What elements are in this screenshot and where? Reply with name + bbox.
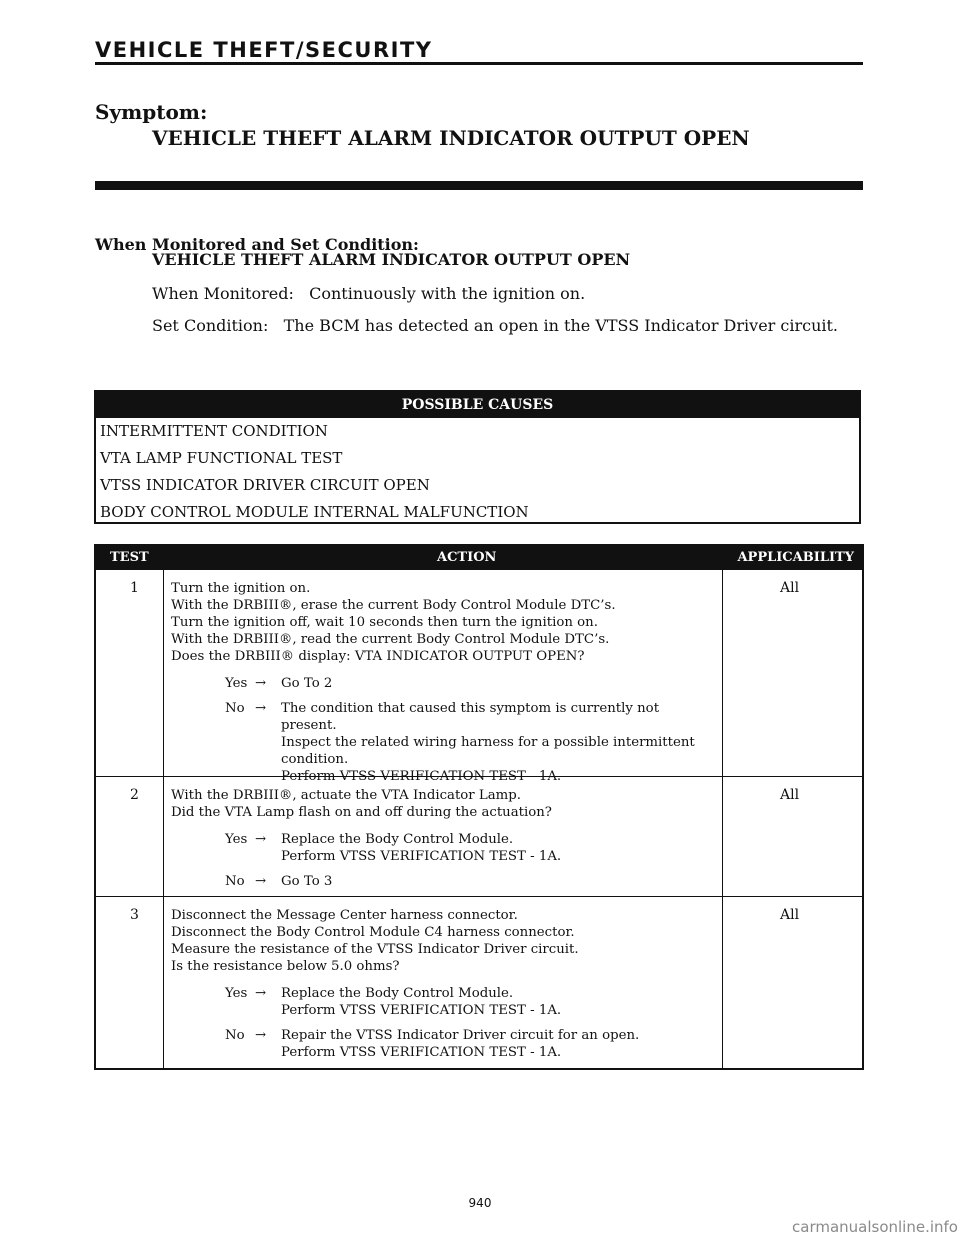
answer-line: Repair the VTSS Indicator Driver circuit for an open. xyxy=(281,1028,640,1043)
cause-item: VTA LAMP FUNCTIONAL TEST xyxy=(100,449,343,467)
set-condition-label: Set Condition: xyxy=(152,316,269,335)
test-action xyxy=(171,580,716,785)
set-condition-value: The BCM has detected an open in the VTSS Indicator Driver circuit. xyxy=(283,316,839,335)
yes-answer xyxy=(225,831,716,865)
answer-text xyxy=(281,675,716,692)
test-number: 1 xyxy=(130,580,139,596)
action-step: Disconnect the Message Center harness connector. xyxy=(171,908,518,923)
header-test: TEST xyxy=(110,550,149,565)
test-row xyxy=(96,570,862,784)
test-applicability: All xyxy=(780,907,800,923)
arrow-icon: → xyxy=(255,832,267,847)
action-step: With the DRBIII®, read the current Body Control Module DTC’s. xyxy=(171,632,610,647)
action-step: Is the resistance below 5.0 ohms? xyxy=(171,959,400,974)
yes-answer xyxy=(225,985,716,1019)
test-row xyxy=(96,897,862,1068)
action-step: With the DRBIII®, erase the current Body Control Module DTC’s. xyxy=(171,598,616,613)
answer-text xyxy=(281,700,716,785)
test-action xyxy=(171,907,716,1061)
answer-line: Go To 3 xyxy=(281,874,333,889)
action-step: Does the DRBIII® display: VTA INDICATOR OUTPUT OPEN? xyxy=(171,649,585,664)
test-table-header xyxy=(96,546,862,570)
test-applicability: All xyxy=(780,580,800,596)
test-row xyxy=(96,777,862,897)
action-step: With the DRBIII®, actuate the VTA Indicator Lamp. xyxy=(171,788,521,803)
answer-line: Perform VTSS VERIFICATION TEST - 1A. xyxy=(281,1045,562,1060)
answer-line: Perform VTSS VERIFICATION TEST - 1A. xyxy=(281,769,562,784)
test-number: 3 xyxy=(130,907,139,923)
arrow-icon: → xyxy=(255,986,267,1001)
arrow-icon: → xyxy=(255,701,267,716)
arrow-icon: → xyxy=(255,1028,267,1043)
header-rule xyxy=(95,62,863,65)
answer-line: Replace the Body Control Module. xyxy=(281,986,514,1001)
no-label: No xyxy=(225,701,245,716)
no-answer xyxy=(225,1027,716,1061)
header-action: ACTION xyxy=(437,550,497,565)
test-number: 2 xyxy=(130,787,139,803)
test-action-table xyxy=(94,544,864,1070)
answer-line: The condition that caused this symptom is currently not present. xyxy=(281,701,660,733)
watermark: carmanualsonline.info xyxy=(792,1218,958,1236)
test-action xyxy=(171,787,716,890)
answer-text xyxy=(281,1027,716,1061)
yes-label: Yes xyxy=(225,676,248,691)
answer-line: Go To 2 xyxy=(281,676,333,691)
yes-answer xyxy=(225,675,716,692)
symptom-label: Symptom: xyxy=(95,100,208,124)
no-answer xyxy=(225,873,716,890)
answer-line: Perform VTSS VERIFICATION TEST - 1A. xyxy=(281,849,562,864)
answer-line: condition. xyxy=(281,752,349,767)
action-step: Did the VTA Lamp flash on and off during the actuation? xyxy=(171,805,552,820)
answer-line: Replace the Body Control Module. xyxy=(281,832,514,847)
symptom-rule xyxy=(95,181,863,190)
possible-causes-heading: POSSIBLE CAUSES xyxy=(96,392,859,418)
no-answer xyxy=(225,700,716,785)
test-applicability: All xyxy=(780,787,800,803)
no-label: No xyxy=(225,1028,245,1043)
cause-item: INTERMITTENT CONDITION xyxy=(100,422,328,440)
monitoring-title: VEHICLE THEFT ALARM INDICATOR OUTPUT OPEN xyxy=(152,250,631,269)
action-step: Turn the ignition off, wait 10 seconds then turn the ignition on. xyxy=(171,615,598,630)
arrow-icon: → xyxy=(255,874,267,889)
possible-causes-table xyxy=(94,390,861,524)
monitoring-heading: When Monitored and Set Condition: xyxy=(95,235,419,254)
action-step: Disconnect the Body Control Module C4 harness connector. xyxy=(171,925,575,940)
cause-item: BODY CONTROL MODULE INTERNAL MALFUNCTION xyxy=(100,503,529,521)
section-title: VEHICLE THEFT/SECURITY xyxy=(95,38,433,62)
yes-label: Yes xyxy=(225,986,248,1001)
answer-text xyxy=(281,985,716,1019)
arrow-icon: → xyxy=(255,676,267,691)
answer-line: Perform VTSS VERIFICATION TEST - 1A. xyxy=(281,1003,562,1018)
answer-line: Inspect the related wiring harness for a possible intermittent xyxy=(281,735,695,750)
page-number: 940 xyxy=(468,1196,492,1210)
no-label: No xyxy=(225,874,245,889)
header-applicability: APPLICABILITY xyxy=(737,550,854,565)
when-monitored-line xyxy=(152,284,585,303)
action-step: Turn the ignition on. xyxy=(171,581,311,596)
when-monitored-label: When Monitored: xyxy=(152,284,294,303)
when-monitored-value: Continuously with the ignition on. xyxy=(309,284,586,303)
answer-text xyxy=(281,831,716,865)
cause-item: VTSS INDICATOR DRIVER CIRCUIT OPEN xyxy=(100,476,430,494)
answer-text xyxy=(281,873,716,890)
set-condition-line xyxy=(152,316,838,335)
action-step: Measure the resistance of the VTSS Indicator Driver circuit. xyxy=(171,942,579,957)
symptom-name: VEHICLE THEFT ALARM INDICATOR OUTPUT OPEN xyxy=(152,126,750,150)
yes-label: Yes xyxy=(225,832,248,847)
